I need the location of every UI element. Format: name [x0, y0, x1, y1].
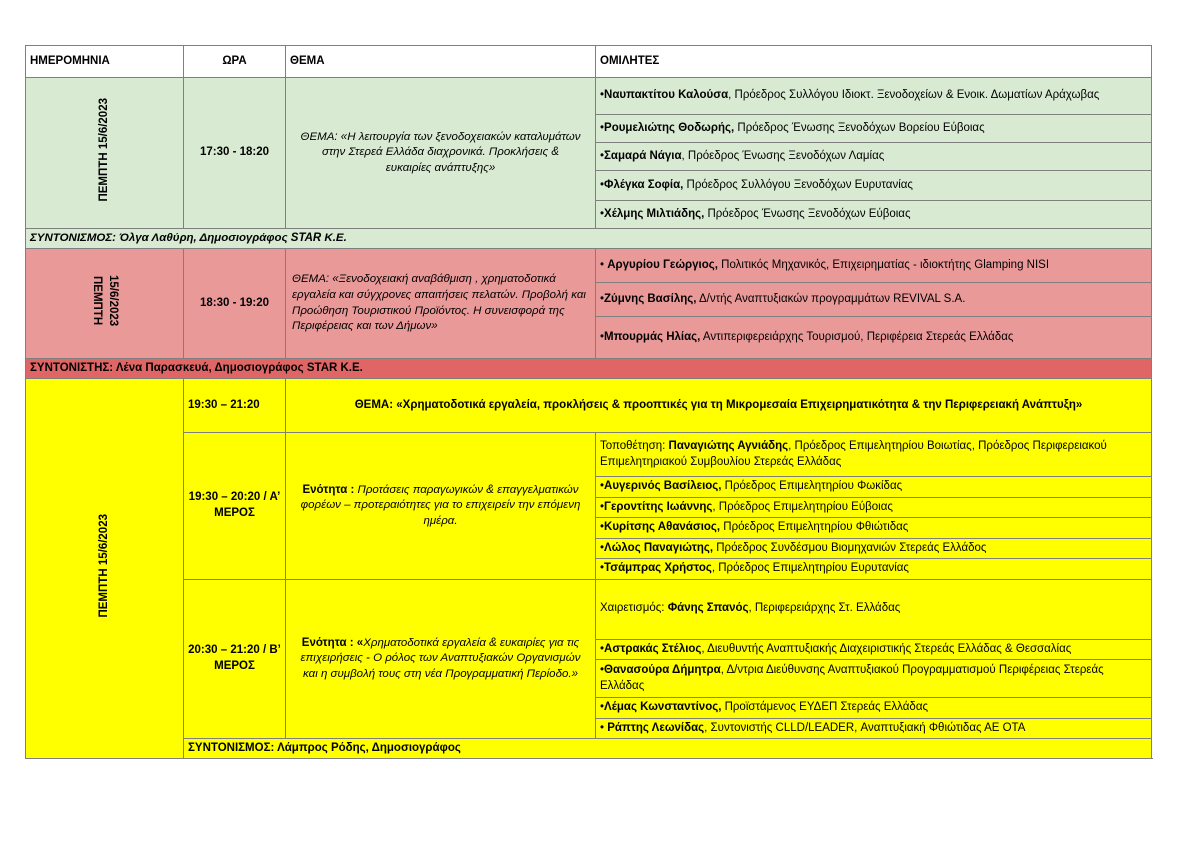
speaker-role: Πρόεδρος Συνδέσμου Βιομηχανιών Στερεάς Ελλάδος: [713, 541, 987, 554]
speaker-name: Φλέγκα Σοφία,: [604, 178, 684, 191]
bullet: •: [600, 292, 605, 305]
session3-coordinator: ΣΥΝΤΟΝΙΣΜΟΣ: Λάμπρος Ρόδης, Δημοσιογράφος: [184, 739, 1152, 759]
speaker-name: Αυγερινός Βασίλειος,: [604, 480, 722, 492]
speaker-row: [596, 171, 1152, 201]
speaker-role: Δ/ντής Αναπτυξιακών προγραμμάτων REVIVAL S.A.: [696, 292, 966, 305]
bullet: •: [600, 207, 605, 220]
speaker-role: Προϊστάμενος ΕΥΔΕΠ Στερεάς Ελλάδας: [721, 701, 929, 714]
speaker-row: [596, 143, 1152, 171]
session2-time: 18:30 - 19:20: [184, 249, 286, 359]
speaker-row: [596, 283, 1152, 317]
speaker-row: [596, 201, 1152, 229]
speaker-name: Αργυρίου Γεώργιος,: [607, 258, 718, 271]
bullet: •: [600, 562, 605, 575]
speaker-row: [596, 477, 1152, 498]
speaker-role: Πολιτικός Μηχανικός, Επιχειρηματίας - ιδιοκτήτης Glamping NISI: [717, 258, 1050, 271]
speaker-name: Θανασούρα Δήμητρα: [604, 664, 721, 677]
partB-intro: [596, 579, 1152, 639]
bullet: •: [600, 541, 605, 554]
speaker-role: , Πρόεδρος Ένωσης Ξενοδόχων Λαμίας: [681, 149, 885, 162]
intro-prefix: Χαιρετισμός:: [600, 602, 668, 615]
speaker-name: Χέλμης Μιλτιάδης,: [604, 207, 705, 220]
speaker-role: , Δ/ντρια Διεύθυνσης Αναπτυξιακού Προγραμματισμού Περιφέρειας Στερεάς Ελλάδας: [600, 664, 1104, 692]
speaker-role: Πρόεδρος Επιμελητηρίου Φθιώτιδας: [720, 521, 909, 534]
header-date: ΗΜΕΡΟΜΗΝΙΑ: [26, 46, 184, 78]
speaker-name: Ναυπακτίτου Καλούσα: [604, 89, 729, 102]
bullet: •: [600, 89, 605, 102]
bullet: •: [600, 330, 605, 343]
session1-topic: [286, 78, 596, 229]
bullet: •: [600, 664, 605, 677]
session3-coordinator-row: [26, 739, 1152, 759]
partA-time: 19:30 – 20:20 / Α’ ΜΕΡΟΣ: [184, 433, 286, 580]
bullet: •: [600, 258, 608, 271]
session2-date-line2: 15/6/2023: [107, 275, 120, 327]
session2-row: [26, 249, 1152, 283]
speaker-name: Τσάμπρας Χρήστος: [604, 562, 712, 575]
speaker-role: Πρόεδρος Ένωσης Ξενοδόχων Εύβοιας: [704, 207, 911, 220]
speaker-name: Γεροντίτης Ιωάννης: [604, 500, 713, 513]
session1-coordinator: ΣΥΝΤΟΝΙΣΜΟΣ: Όλγα Λαθύρη, Δημοσιογράφος STAR Κ.Ε.: [26, 229, 1152, 249]
bullet: •: [600, 500, 605, 513]
speaker-row: [596, 698, 1152, 719]
speaker-row: [596, 639, 1152, 660]
session1-coordinator-row: [26, 229, 1152, 249]
partB-topic-text: Χρηματοδοτικά εργαλεία & ευκαιρίες για τις επιχειρήσεις - Ο ρόλος των Αναπτυξιακών Οργανισμών και η συμβολή τους στη νέα Προγραμματική Περίοδο.»: [300, 636, 581, 680]
partA-intro: [596, 433, 1152, 477]
header-time: ΩΡΑ: [184, 46, 286, 78]
partB-time: 20:30 – 21:20 / Β’ ΜΕΡΟΣ: [184, 579, 286, 739]
bullet: •: [600, 121, 605, 134]
session3-topic: ΘΕΜΑ: «Χρηματοδοτικά εργαλεία, προκλήσεις & προοπτικές για τη Μικρομεσαία Επιχειρηματικότητα & την Περιφερειακή Ανάπτυξη»: [286, 379, 1152, 433]
speaker-name: Λώλος Παναγιώτης,: [604, 541, 714, 554]
partB-topic: [286, 579, 596, 739]
bullet: •: [600, 178, 605, 191]
header-row: [26, 46, 1152, 78]
session3-header-row: [26, 379, 1152, 433]
speaker-name: Κυρίτσης Αθανάσιος,: [604, 521, 721, 534]
speaker-role: , Πρόεδρος Επιμελητηρίου Βοιωτίας, Πρόεδρος Περιφερειακού Επιμελητηριακού Συμβουλίου Στερεάς Ελλάδας: [600, 439, 1107, 468]
speaker-name: Παναγιώτης Αγνιάδης: [668, 439, 789, 452]
session2-coordinator-row: [26, 359, 1152, 379]
session2-topic-text: ΘΕΜΑ: «Ξενοδοχειακή αναβάθμιση , χρηματοδοτικά εργαλεία και σύγχρονες απαιτήσεις πελατών. Προβολή και Προώθηση Τουριστικού Προϊόντος. Η συνεισφορά της Περιφέρειας και των Δήμων»: [292, 273, 586, 333]
partA-topic-label: Ενότητα :: [302, 483, 355, 496]
bullet: •: [600, 642, 605, 655]
speaker-role: Πρόεδρος Ένωσης Ξενοδόχων Βορείου Εύβοιας: [734, 121, 985, 134]
speaker-role: , Περιφερειάρχης Στ. Ελλάδας: [748, 602, 901, 615]
speaker-row: [596, 115, 1152, 143]
speaker-row: [596, 559, 1152, 580]
session2-date-line1: ΠΕΜΠΤΗ: [91, 276, 104, 326]
partA-topic: [286, 433, 596, 580]
speaker-name: Λέμας Κωνσταντίνος,: [604, 701, 722, 714]
bullet: •: [600, 721, 608, 734]
bullet: •: [600, 480, 605, 492]
session2-date: [26, 249, 184, 359]
session3-partB-row: [26, 579, 1152, 639]
speaker-role: Πρόεδρος Συλλόγου Ξενοδόχων Ευρυτανίας: [683, 178, 913, 191]
speaker-name: Ζύμνης Βασίλης,: [604, 292, 697, 305]
session1-date: ΠΕΜΠΤΗ 15/6/2023: [26, 78, 184, 229]
speaker-role: , Πρόεδρος Επιμελητηρίου Εύβοιας: [712, 500, 893, 513]
speaker-row: [596, 518, 1152, 539]
speaker-role: , Πρόεδρος Επιμελητηρίου Ευρυτανίας: [711, 562, 909, 575]
header-topic: ΘΕΜΑ: [286, 46, 596, 78]
bullet: •: [600, 149, 605, 162]
session1-topic-text: ΘΕΜΑ: «Η λειτουργία των ξενοδοχειακών καταλυμάτων στην Στερεά Ελλάδα διαχρονικά. Προκλήσεις & ευκαιρίες ανάπτυξης»: [300, 130, 581, 174]
speaker-role: , Πρόεδρος Συλλόγου Ιδιοκτ. Ξενοδοχείων & Ενοικ. Δωματίων Αράχωβας: [728, 89, 1100, 102]
intro-prefix: Τοποθέτηση:: [600, 439, 669, 452]
session3-partA-row: [26, 433, 1152, 477]
speaker-name: Ράπτης Λεωνίδας: [607, 721, 705, 734]
speaker-role: Αντιπεριφερειάρχης Τουρισμού, Περιφέρεια Στερεάς Ελλάδας: [700, 330, 1014, 343]
schedule-table: [25, 45, 1152, 759]
speaker-row: [596, 718, 1152, 739]
partA-topic-text: Προτάσεις παραγωγικών & επαγγελματικών φορέων – προτεραιότητες για το επιχειρείν την επόμενη ημέρα.: [300, 483, 581, 527]
partB-topic-label: Ενότητα : «: [301, 636, 364, 649]
session2-topic: [286, 249, 596, 359]
speaker-name: Μπουρμάς Ηλίας,: [604, 330, 701, 343]
speaker-name: Φάνης Σπανός: [667, 602, 749, 615]
header-speakers: ΟΜΙΛΗΤΕΣ: [596, 46, 1152, 78]
bullet: •: [600, 521, 605, 534]
speaker-name: Αστρακάς Στέλιος: [604, 642, 702, 655]
speaker-row: [596, 660, 1152, 698]
speaker-name: Σαμαρά Νάγια: [604, 149, 682, 162]
speaker-row: [596, 497, 1152, 518]
speaker-role: , Συντονιστής CLLD/LEADER, Αναπτυξιακή Φθιώτιδας ΑΕ ΟΤΑ: [704, 721, 1026, 734]
speaker-row: [596, 317, 1152, 359]
speaker-role: Πρόεδρος Επιμελητηρίου Φωκίδας: [721, 480, 903, 492]
session3-date: ΠΕΜΠΤΗ 15/6/2023: [26, 379, 184, 759]
speaker-row: [596, 538, 1152, 559]
session3-time: 19:30 – 21:20: [184, 379, 286, 433]
speaker-name: Ρουμελιώτης Θοδωρής,: [604, 121, 735, 134]
bullet: •: [600, 701, 605, 714]
speaker-role: , Διευθυντής Αναπτυξιακής Διαχειριστικής Στερεάς Ελλάδας & Θεσσαλίας: [701, 642, 1072, 655]
session1-time: 17:30 - 18:20: [184, 78, 286, 229]
speaker-row: [596, 78, 1152, 115]
speaker-row: [596, 249, 1152, 283]
session1-row: [26, 78, 1152, 115]
session2-coordinator: ΣΥΝΤΟΝΙΣΤΗΣ: Λένα Παρασκευά, Δημοσιογράφος STAR Κ.Ε.: [26, 359, 1152, 379]
